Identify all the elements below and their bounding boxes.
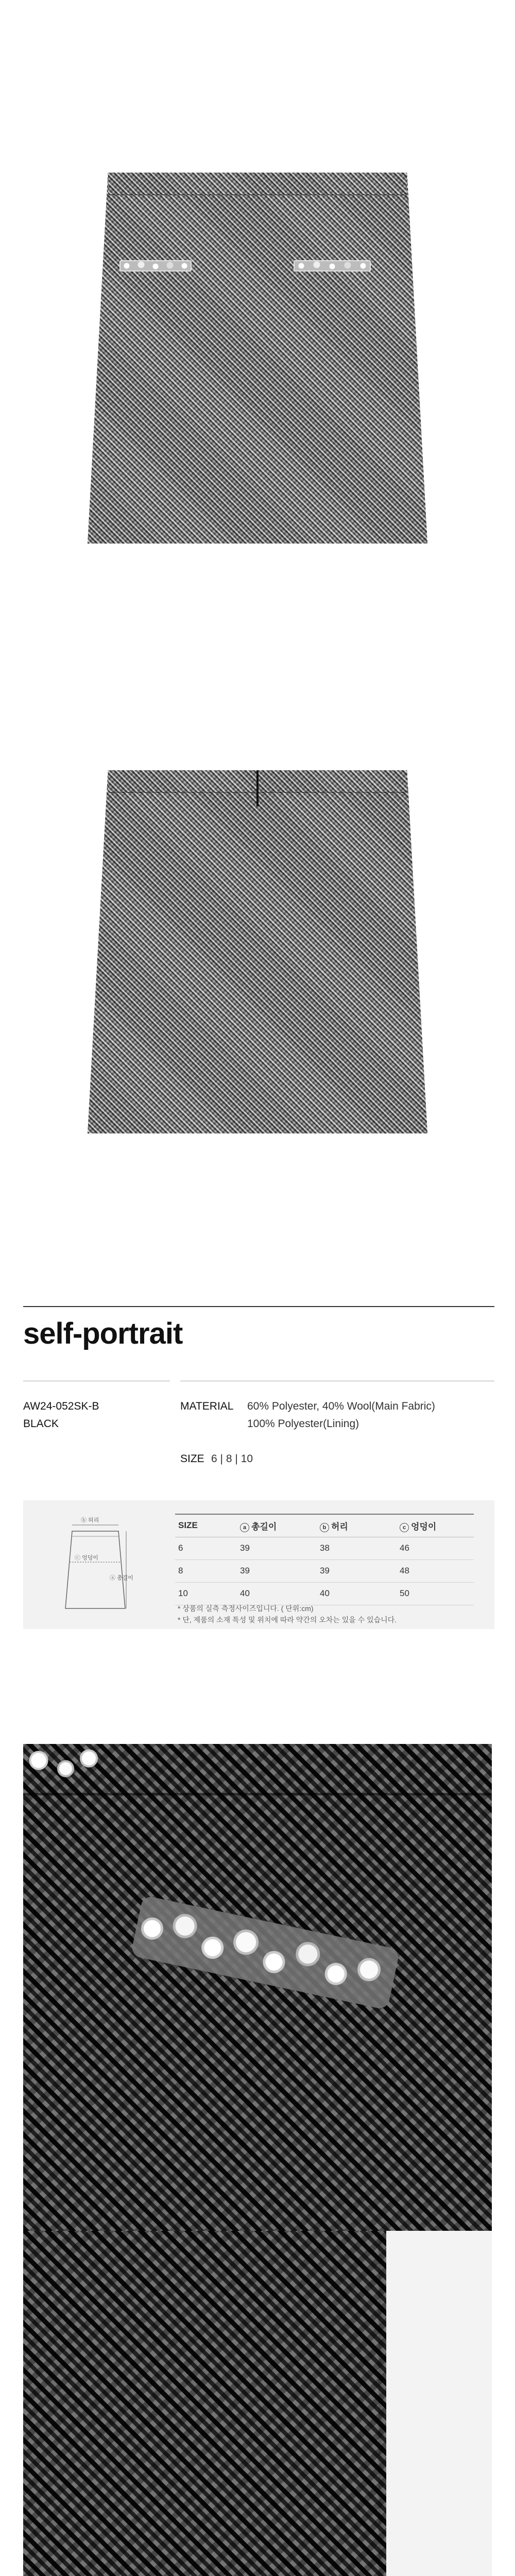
diagram-length-label: ⓐ 총길이 — [110, 1575, 133, 1581]
table-row: 8 39 39 48 — [175, 1560, 474, 1582]
front-waistband — [108, 173, 407, 195]
brand-top-rule — [23, 1306, 494, 1307]
skirt-diagram — [49, 1516, 152, 1616]
size-option: 8 — [226, 1453, 232, 1465]
material-label: MATERIAL — [180, 1400, 234, 1412]
skirt-outline-icon — [49, 1516, 152, 1616]
product-color: BLACK — [23, 1418, 59, 1430]
diagram-hip-label: ⓒ 엉덩이 — [75, 1555, 98, 1561]
product-code: AW24-052SK-B — [23, 1400, 99, 1412]
front-skirt-photo — [0, 0, 515, 587]
table-row: 10 40 40 50 — [175, 1582, 474, 1605]
header-waist: b 허리 — [317, 1514, 397, 1537]
back-skirt-photo — [0, 587, 515, 1195]
crystal-cluster-top — [23, 1744, 100, 1785]
size-options: 6 | 8 | 10 — [211, 1453, 253, 1465]
measurement-note-2: * 단, 제품의 소재 특성 및 위치에 따라 약간의 오차는 있을 수 있습니다. — [178, 1616, 397, 1624]
right-pocket-embellishment — [294, 260, 371, 272]
waistband-seam — [23, 1793, 492, 1795]
left-pocket-embellishment — [119, 260, 192, 272]
size-label: SIZE — [180, 1453, 204, 1465]
size-option: 10 — [241, 1453, 253, 1465]
header-hip: c 엉덩이 — [397, 1514, 474, 1537]
size-table-header — [175, 1514, 474, 1537]
material-line-2: 100% Polyester(Lining) — [247, 1418, 359, 1430]
front-skirt — [88, 173, 427, 544]
header-length: a 총길이 — [237, 1514, 317, 1537]
brand-name: self-portrait — [23, 1317, 183, 1350]
hem-edge-shadow — [379, 2231, 386, 2576]
material-line-1: 60% Polyester, 40% Wool(Main Fabric) — [247, 1400, 435, 1412]
size-chart-panel — [23, 1500, 494, 1629]
back-skirt — [88, 770, 427, 1133]
hem-fabric — [23, 2231, 386, 2576]
detail-hem-photo — [23, 2231, 492, 2576]
size-table — [175, 1514, 474, 1605]
size-option: 6 — [211, 1453, 217, 1465]
detail-embellishment-photo — [23, 1744, 492, 2231]
header-size: SIZE — [178, 1520, 198, 1531]
measurement-note-1: * 상품의 실측 측정사이즈입니다. ( 단위:cm) — [178, 1604, 314, 1613]
table-row: 6 39 38 46 — [175, 1537, 474, 1560]
crystal-pocket-trim — [130, 1895, 400, 2010]
back-zipper — [256, 770, 259, 806]
diagram-waist-label: ⓑ 허리 — [81, 1517, 99, 1523]
